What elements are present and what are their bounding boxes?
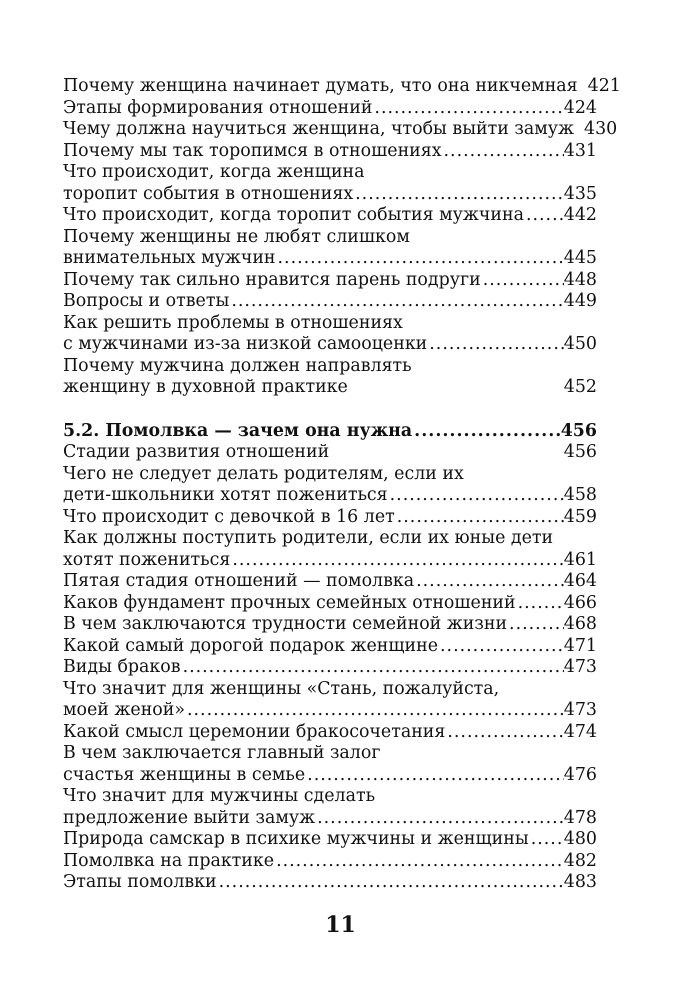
dot-leader [353, 184, 564, 206]
toc-entry-title: Помолвка на практике [63, 850, 275, 871]
toc-entry-title: Что значит для женщины «Стань, пожалуйста, [63, 678, 500, 699]
toc-entry [63, 313, 597, 356]
toc-entry-line [63, 528, 597, 550]
toc-page-number: 476 [563, 764, 597, 785]
toc-entry-title: Как должны поступить родители, если их юные дети [63, 528, 554, 548]
toc-entry-line [63, 248, 597, 270]
dot-leader [507, 614, 564, 636]
toc-entry-title: Что происходит, когда торопит события мужчина [63, 205, 524, 225]
toc-entry [63, 743, 597, 786]
toc-entry [63, 119, 618, 141]
toc-entry [63, 98, 597, 120]
toc-entry [63, 464, 597, 507]
toc-entry-title: Виды браков [63, 657, 181, 677]
toc-entry-line [63, 442, 597, 464]
toc-entry-title: Почему женщина начинает думать, что она никчемная [63, 76, 578, 96]
toc-entry-line [63, 571, 597, 593]
toc-page-number: 458 [563, 485, 597, 505]
toc-entry-line [63, 872, 597, 894]
toc-page-number: 448 [563, 269, 597, 290]
dot-leader [217, 872, 564, 894]
toc-entry-title: Почему женщины не любят слишком [63, 226, 410, 247]
toc-entry-title: Что происходит, когда женщина [63, 162, 365, 182]
toc-entry-line [63, 786, 597, 808]
table-of-contents [63, 76, 621, 894]
toc-entry [63, 851, 597, 873]
toc-entry-line [63, 377, 597, 399]
toc-page-number: 468 [563, 614, 597, 634]
toc-page-number: 466 [563, 592, 597, 613]
toc-entry [63, 76, 621, 98]
toc-entry-title: В чем заключается главный залог [63, 743, 381, 763]
dot-leader [445, 722, 563, 744]
toc-entry [63, 872, 597, 894]
toc-entry-title: Вопросы и ответы [63, 291, 230, 311]
dot-leader [395, 507, 564, 529]
toc-entry-title: женщину в духовной практике [63, 377, 348, 397]
toc-entry-line [63, 162, 597, 184]
toc-entry-line [63, 421, 597, 443]
toc-entry-line [63, 636, 597, 658]
toc-entry-title: Этапы помолвки [63, 872, 217, 892]
toc-entry-title: хотят пожениться [63, 549, 231, 570]
dot-leader [274, 851, 564, 873]
dot-leader [516, 593, 564, 615]
toc-entry-title: Чего не следует делать родителям, если их [63, 463, 464, 484]
toc-entry-title: Как решить проблемы в отношениях [63, 312, 403, 333]
toc-entry-line [63, 227, 597, 249]
toc-entry-title: с мужчинами из-за низкой самооценки [63, 334, 428, 354]
toc-page-number: 449 [563, 291, 597, 311]
toc-entry-line [63, 593, 597, 615]
toc-page-number: 478 [563, 807, 597, 828]
toc-entry-line [63, 722, 597, 744]
toc-entry [63, 636, 597, 658]
page-number: 11 [325, 912, 356, 938]
toc-page-number: 464 [563, 571, 597, 591]
toc-page-number: 456 [560, 420, 597, 441]
toc-page-number: 471 [563, 635, 597, 656]
toc-entry-line [63, 550, 597, 572]
toc-page-number: 461 [563, 549, 597, 570]
toc-page-number: 430 [584, 119, 618, 139]
toc-entry [63, 270, 597, 292]
toc-entry-line [63, 614, 597, 636]
toc-entry-line [63, 184, 597, 206]
toc-entry-line [63, 464, 597, 486]
toc-entry-line [63, 76, 621, 98]
toc-entry-line [63, 765, 597, 787]
dot-leader [185, 700, 564, 722]
toc-entry-line [63, 205, 597, 227]
dot-leader [442, 141, 564, 163]
dot-leader [481, 270, 564, 292]
toc-entry [63, 614, 597, 636]
toc-entry-title: торопит события в отношениях [63, 183, 354, 204]
dot-leader [315, 808, 564, 830]
toc-entry [63, 722, 597, 744]
toc-entry-line [63, 829, 597, 851]
dot-leader [372, 98, 563, 120]
toc-entry-line [63, 119, 618, 141]
toc-entry [63, 162, 597, 205]
toc-page-number: 456 [563, 442, 597, 462]
dot-leader [414, 571, 564, 593]
toc-page-number: 482 [563, 850, 597, 871]
toc-entry-line [63, 851, 597, 873]
toc-entry-line [63, 743, 597, 765]
toc-entry [63, 356, 597, 399]
toc-entry-title: счастья женщины в семье [63, 764, 306, 785]
toc-entry-title: Почему так сильно нравится парень подруги [63, 269, 481, 290]
toc-section-heading [63, 421, 597, 443]
toc-page-number: 450 [563, 334, 597, 354]
toc-entry [63, 657, 597, 679]
dot-leader [305, 765, 564, 787]
toc-entry [63, 593, 597, 615]
toc-entry-line [63, 356, 597, 378]
toc-entry-line [63, 141, 597, 163]
toc-entry-line [63, 507, 597, 529]
dot-leader [181, 657, 564, 679]
toc-entry-line [63, 679, 597, 701]
toc-page-number: 452 [563, 377, 597, 397]
toc-entry-title: моей женой» [63, 700, 185, 720]
toc-entry [63, 571, 597, 593]
dot-leader [230, 550, 563, 572]
toc-entry-line [63, 98, 597, 120]
toc-entry [63, 679, 597, 722]
toc-entry-title: Какой самый дорогой подарок женщине [63, 635, 439, 656]
toc-entry [63, 141, 597, 163]
toc-entry-title: Почему мужчина должен направлять [63, 355, 412, 376]
dot-leader [412, 421, 561, 443]
toc-entry-title: внимательных мужчин [63, 248, 276, 268]
toc-entry-title: Что значит для мужчины сделать [63, 786, 376, 806]
toc-page-number: 421 [587, 76, 621, 96]
toc-entry-title: Что происходит с девочкой в 16 лет [63, 506, 395, 527]
dot-leader [438, 636, 564, 658]
toc-entry [63, 205, 597, 227]
dot-leader [229, 291, 563, 313]
dot-leader [427, 334, 564, 356]
toc-page-number: 473 [563, 657, 597, 677]
toc-entry-line [63, 657, 597, 679]
dot-leader [529, 829, 564, 851]
toc-entry-line [63, 313, 597, 335]
toc-entry-title: Какой смысл церемонии бракосочетания [63, 721, 446, 742]
toc-entry-line [63, 291, 597, 313]
toc-entry-line [63, 808, 597, 830]
toc-page-number: 442 [563, 205, 597, 225]
toc-page-number: 480 [563, 829, 597, 849]
toc-entry-title: Природа самскар в психике мужчины и женщины [63, 829, 529, 849]
dot-leader [276, 248, 564, 270]
toc-entry-title: Почему мы так торопимся в отношениях [63, 140, 442, 161]
toc-entry [63, 507, 597, 529]
toc-entry-title: Пятая стадия отношений — помолвка [63, 571, 415, 591]
toc-entry-title: Чему должна научиться женщина, чтобы выйти замуж [63, 119, 574, 139]
toc-entry-title: Этапы формирования отношений [63, 97, 373, 118]
toc-page-number: 445 [563, 248, 597, 268]
toc-entry [63, 829, 597, 851]
toc-entry-line [63, 485, 597, 507]
toc-entry [63, 291, 597, 313]
toc-page-number: 431 [563, 140, 597, 161]
toc-entry-title: 5.2. Помолвка — зачем она нужна [63, 420, 413, 441]
toc-entry [63, 786, 597, 829]
toc-page-number: 473 [563, 700, 597, 720]
toc-page-number: 483 [563, 872, 597, 892]
toc-page-number: 459 [563, 506, 597, 527]
dot-leader [524, 205, 564, 227]
toc-entry-title: В чем заключаются трудности семейной жизни [63, 614, 508, 634]
toc-entry [63, 442, 597, 464]
toc-page-number: 435 [563, 183, 597, 204]
toc-page-number: 424 [563, 97, 597, 118]
toc-entry-line [63, 334, 597, 356]
toc-entry [63, 528, 597, 571]
toc-entry-line [63, 700, 597, 722]
toc-entry-title: Каков фундамент прочных семейных отношений [63, 592, 516, 613]
toc-entry-line [63, 270, 597, 292]
toc-entry-title: дети-школьники хотят пожениться [63, 485, 388, 505]
toc-entry-title: предложение выйти замуж [63, 807, 316, 828]
dot-leader [388, 485, 564, 507]
toc-entry [63, 227, 597, 270]
toc-page-number: 474 [563, 721, 597, 742]
toc-entry-title: Стадии развития отношений [63, 442, 330, 462]
